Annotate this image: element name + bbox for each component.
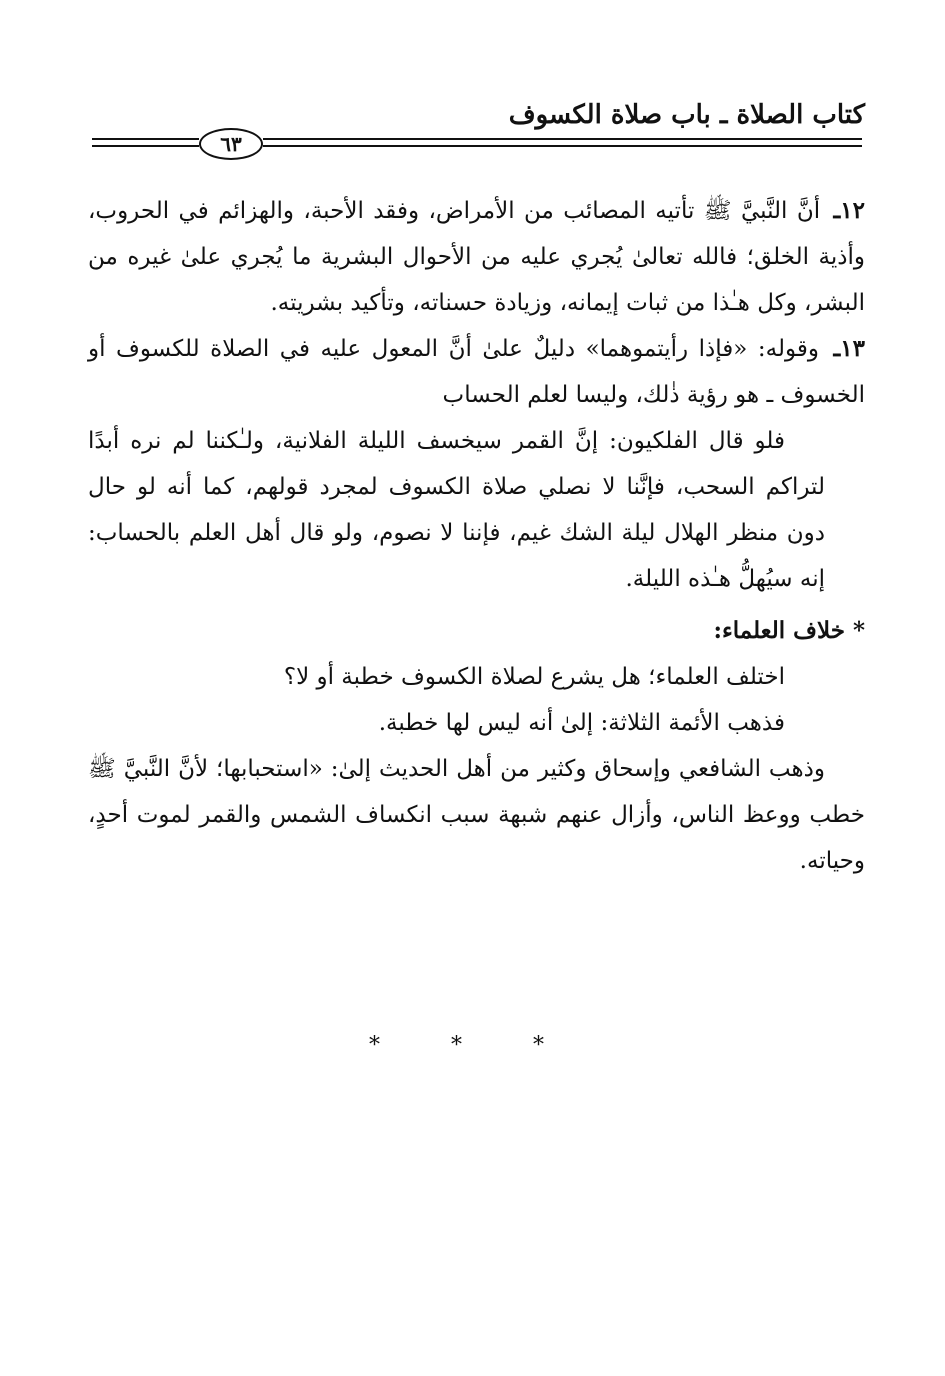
item-number: ١٣ـ [833,335,865,362]
rule-line-right-top [263,138,862,140]
section-end-stars: * * * [369,1033,576,1058]
item-number: ١٢ـ [833,197,866,224]
header-rule [92,128,862,158]
list-item [88,326,865,418]
item-text: وقوله: «فإذا رأيتموهما» دليلٌ علىٰ أنَّ المعول عليه في الصلاة للكسوف أو الخسوف ـ هو رؤية ذٰلك، وليسا لعلم الحساب [88,336,865,408]
rule-line-left-top [92,138,199,140]
page-number: ٦٣ [199,128,263,160]
rule-line-left-bottom [92,145,199,147]
body-paragraph: اختلف العلماء؛ هل يشرع لصلاة الكسوف خطبة أو لا؟ [283,664,785,690]
section-heading: * خلاف العلماء: [713,617,865,644]
body-paragraph: وذهب الشافعي وإسحاق وكثير من أهل الحديث إلىٰ: «استحبابها؛ لأنَّ النَّبيَّ ﷺ خطب ووعظ الناس، وأزال عنهم شبهة سبب انكساف الشمس والقمر لموت أحدٍ، وحياته. [88,756,865,874]
body-paragraph: فلو قال الفلكيون: إنَّ القمر سيخسف الليلة الفلانية، ولـٰكننا لم نره أبدًا لتراكم السحب، فإنَّنا لا نصلي صلاة الكسوف لمجرد قولهم، كما أنه لو حال دون منظر الهلال ليلة الشك غيم، فإننا لا نصوم، ولو قال أهل العلم بالحساب: إنه سيُهلُّ هـٰذه الليلة. [88,428,825,592]
list-item [88,188,865,326]
page-header-title: كتاب الصلاة ـ باب صلاة الكسوف [508,100,865,130]
rule-line-right-bottom [263,145,862,147]
item-text: أنَّ النَّبيَّ ﷺ تأتيه المصائب من الأمراض، وفقد الأحبة، والهزائم في الحروب، وأذية الخلق؛ فالله تعالىٰ يُجري عليه من الأحوال البشرية ما يُجري علىٰ غيره من البشر، وكل هـٰذا من ثبات إيمانه، وزيادة حسناته، وتأكيد بشريته. [88,198,865,316]
page-body [88,188,865,884]
body-paragraph: فذهب الأئمة الثلاثة: إلىٰ أنه ليس لها خطبة. [378,710,785,736]
